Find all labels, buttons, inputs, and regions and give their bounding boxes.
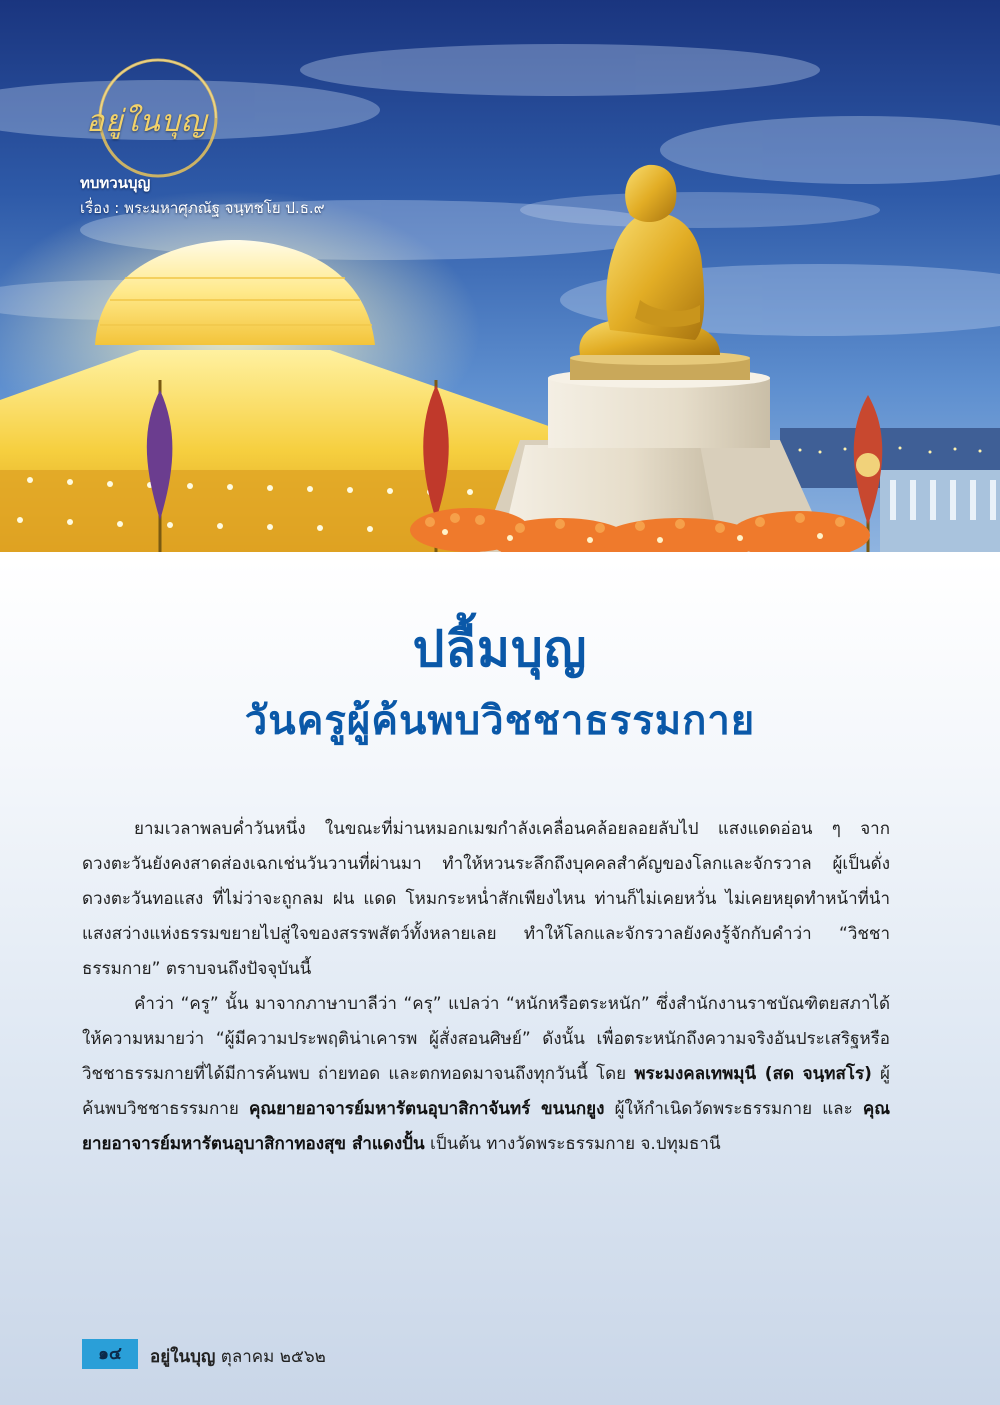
byline: เรื่อง : พระมหาศุภณัฐ จนฺทชโย ป.ธ.๙ <box>80 199 325 217</box>
article-title: ปลื้มบุญ <box>412 619 588 678</box>
footer-magazine-name: อยู่ในบุญ <box>150 1347 216 1367</box>
name-khun-yai-thongsuk: คุณยายอาจารย์มหารัตนอุบาสิกาทองสุข สำแดงปั้น <box>82 1099 890 1154</box>
article-subtitle: วันครูผู้ค้นพบวิชชาธรรมกาย <box>244 697 756 744</box>
paragraph-2-text-d: ผู้ให้กำเนิดวัดพระธรรมกาย และ <box>604 1099 863 1119</box>
page-number: ๑๔ <box>82 1339 138 1369</box>
section-label: ทบทวนบุญ <box>80 174 151 192</box>
footer-issue: ตุลาคม ๒๕๖๒ <box>215 1347 326 1367</box>
hero-photo <box>0 0 1000 552</box>
paragraph-2-text-e: เป็นต้น ทางวัดพระธรรมกาย จ.ปทุมธานี <box>424 1134 721 1154</box>
hero-illustration <box>0 0 1000 552</box>
paragraph-2-text-a: คำว่า “ครู” นั้น มาจากภาษาบาลีว่า “ครุ” แปลว่า “หนักหรือตระหนัก” ซึ่งสำนักงานราชบัณฑิตยสภาได้ให้ความหมายว่า “ผู้มีความประพฤติน่าเคารพ ผู้สั่งสอนศิษย์” ดังนั้น เพื่อตระหนักถึงความจริงอันประเสริฐหรือวิชชาธรรมกายที่ได้มีการค้นพบ ถ่ายทอด และตกทอดมาจนถึงทุกวันนี้ โดย <box>82 994 890 1084</box>
article-body <box>82 812 890 1162</box>
paragraph-2-text-c: ผู้ค้นพบวิชชาธรรมกาย <box>82 1064 890 1119</box>
footer-magazine-info <box>150 1343 326 1370</box>
paragraph-1: ยามเวลาพลบค่ำวันหนึ่ง ในขณะที่ม่านหมอกเมฆกำลังเคลื่อนคล้อยลอยลับไป แสงแดดอ่อน ๆ จากดวงตะวันยังคงสาดส่องเฉกเช่นวันวานที่ผ่านมา ทำให้หวนระลึกถึงบุคคลสำคัญของโลกและจักรวาล ผู้เป็นดั่งดวงตะวันทอแสง ที่ไม่ว่าจะถูกลม ฝน แดด โหมกระหน่ำสักเพียงไหน ท่านก็ไม่เคยหวั่น ไม่เคยหยุดทำหน้าที่นำแสงสว่างแห่งธรรมขยายไปสู่ใจของสรรพสัตว์ทั้งหลายเลย ทำให้โลกและจักรวาลยังคงรู้จักกับคำว่า “วิชชาธรรมกาย” ตราบจนถึงปัจจุบันนี้ <box>82 819 890 979</box>
paragraph-2 <box>82 987 890 1162</box>
name-phra-mongkol-thepmuni: พระมงคลเทพมุนี (สด จนฺทสโร) <box>634 1064 872 1084</box>
logo-text: อยู่ในบุญ <box>86 104 208 139</box>
name-khun-yai-chand: คุณยายอาจารย์มหารัตนอุบาสิกาจันทร์ ขนนกยูง <box>248 1099 605 1119</box>
